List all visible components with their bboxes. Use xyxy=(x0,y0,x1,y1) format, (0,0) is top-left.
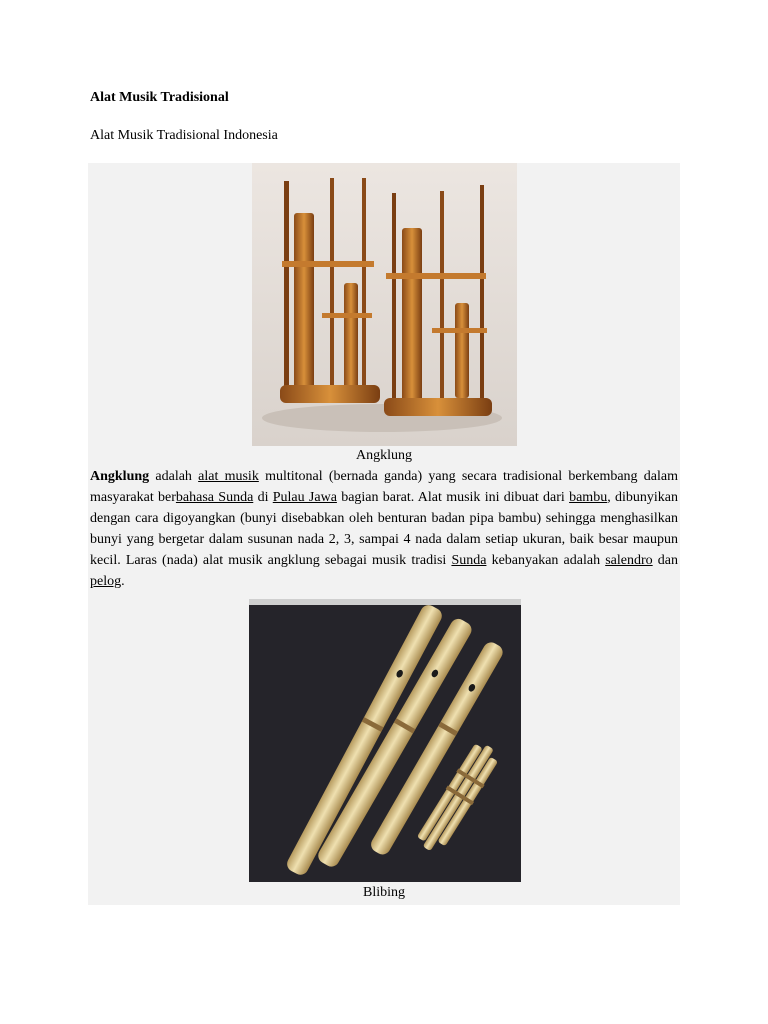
link-bambu[interactable]: bambu xyxy=(569,490,608,505)
link-alat-musik[interactable]: alat musik xyxy=(198,469,259,484)
paragraph-text: multitonal (bernada ganda) yang secara tradisional berkembang dalam masyarakat ber xyxy=(90,469,678,505)
term-angklung: Angklung xyxy=(90,469,150,484)
link-pelog[interactable]: pelog xyxy=(90,574,122,589)
blibing-caption: Blibing xyxy=(362,885,405,900)
paragraph-text: adalah xyxy=(149,469,199,484)
paragraph-text: bagian barat. Alat musik ini dibuat dari xyxy=(336,490,570,505)
link-salendro[interactable]: salendro xyxy=(605,553,653,568)
paragraph-text: . xyxy=(121,574,125,589)
paragraph-text: di xyxy=(253,490,273,505)
angklung-photo xyxy=(252,163,517,446)
document-subtitle: Alat Musik Tradisional Indonesia xyxy=(90,128,278,143)
link-sunda[interactable]: Sunda xyxy=(451,553,487,568)
paragraph-text: dan xyxy=(652,553,678,568)
blibing-photo xyxy=(249,599,521,882)
link-pulau-jawa[interactable]: Pulau Jawa xyxy=(272,490,337,505)
link-bahasa-sunda[interactable]: bahasa Sunda xyxy=(175,490,254,505)
paragraph-text: kebanyakan adalah xyxy=(486,553,606,568)
content-panel xyxy=(88,163,680,905)
angklung-caption: Angklung xyxy=(356,448,412,463)
paragraph-text: , dibunyikan dengan cara digoyangkan (bunyi disebabkan oleh benturan badan pipa bambu) sehingga menghasilkan bunyi yang bergetar dalam susunan nada 2, 3, sampai 4 nada dalam setiap ukuran, baik besar maupun kecil. Laras (nada) alat musik angklung sebagai musik tradisi xyxy=(90,490,678,568)
angklung-paragraph xyxy=(90,466,678,592)
document-heading: Alat Musik Tradisional xyxy=(90,90,229,105)
